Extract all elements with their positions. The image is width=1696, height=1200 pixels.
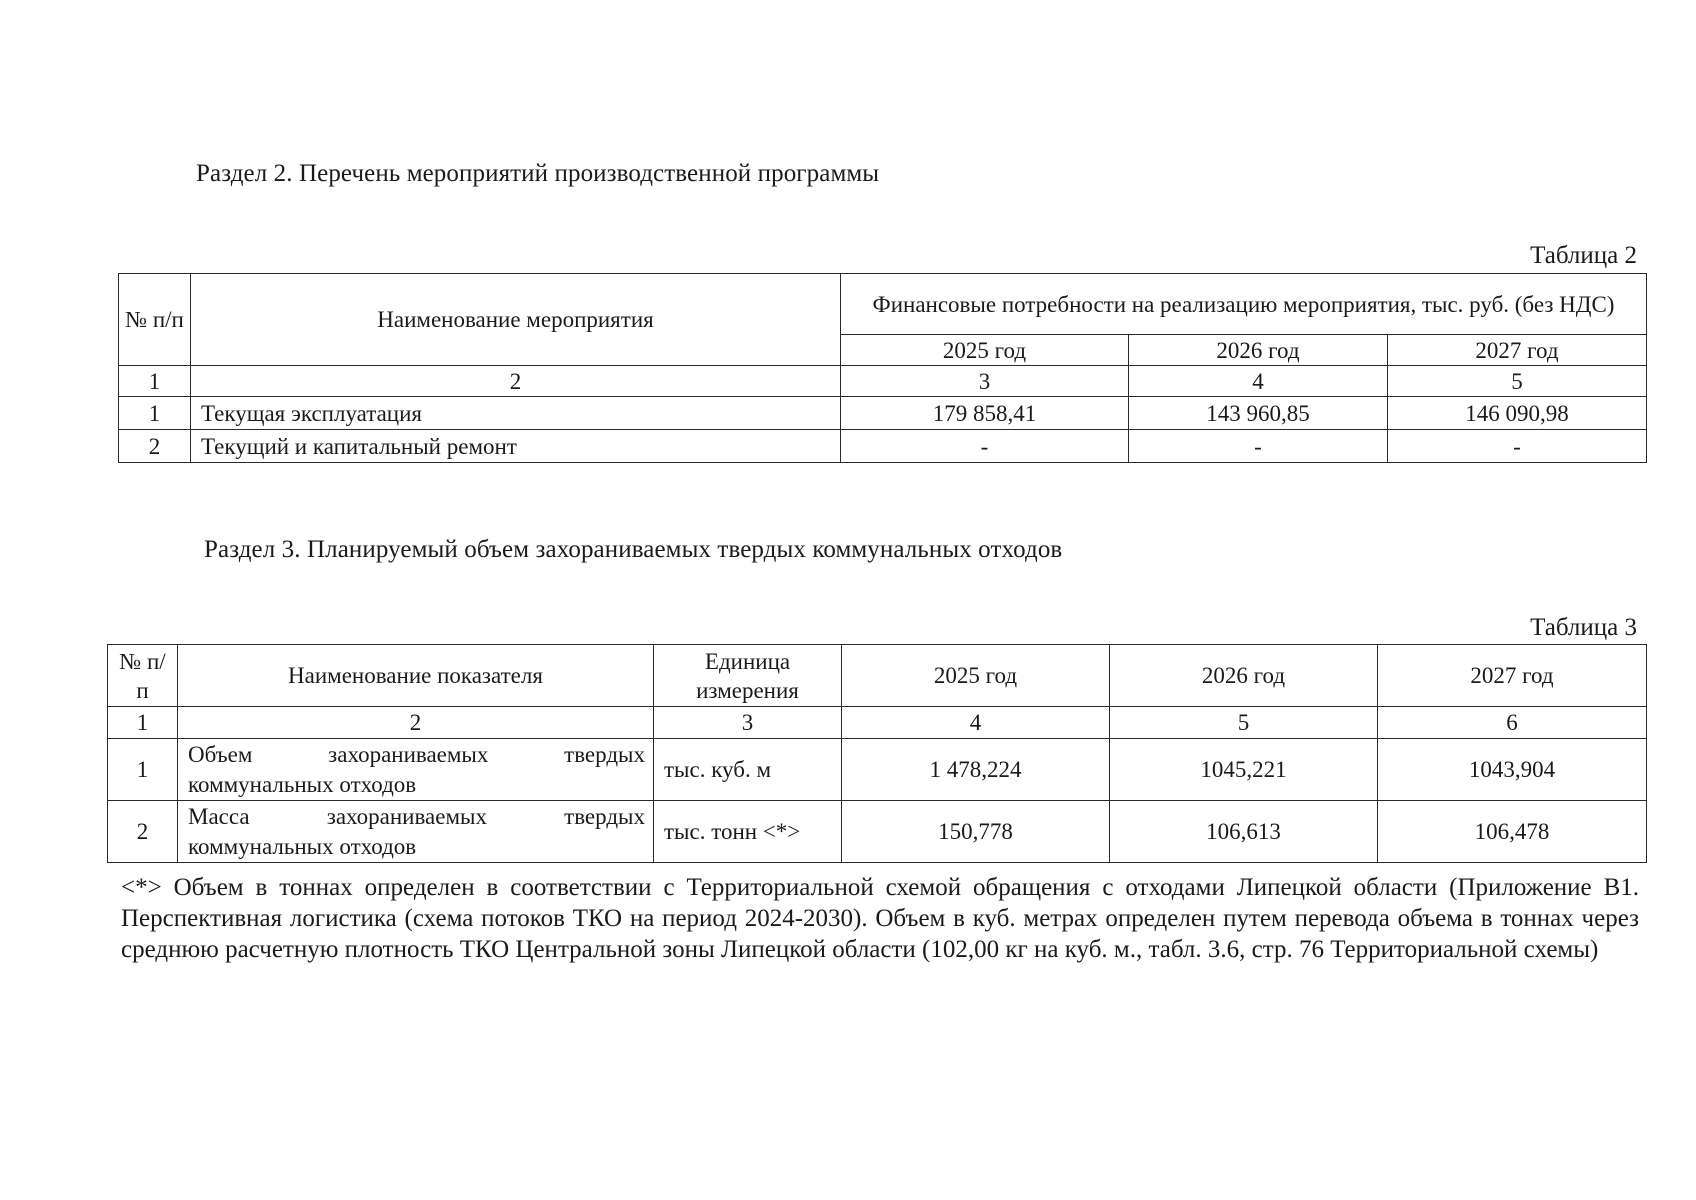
row-value-2026: 143 960,85: [1129, 397, 1388, 430]
table-2-header-name: Наименование мероприятия: [191, 274, 841, 366]
row-value-2027: 1043,904: [1378, 739, 1647, 801]
table-row: [108, 801, 1647, 863]
table-2-year-2025: 2025 год: [841, 335, 1129, 366]
row-value-2026: 1045,221: [1110, 739, 1378, 801]
row-value-2027: -: [1388, 430, 1647, 463]
row-value-2025: 150,778: [842, 801, 1110, 863]
table-3-colnum-5: 5: [1110, 707, 1378, 739]
table-2-year-2027: 2027 год: [1388, 335, 1647, 366]
table-3-header-name: Наименование показателя: [178, 645, 654, 707]
row-name: Текущая эксплуатация: [191, 397, 841, 430]
table-3: [107, 644, 1647, 863]
row-name: Масса захораниваемых твердых коммунальных отходов: [178, 801, 654, 863]
table-row: [119, 430, 1647, 463]
table-2-caption: Таблица 2: [1530, 242, 1637, 269]
section-2-title: Раздел 2. Перечень мероприятий производственной программы: [196, 160, 880, 187]
table-3-year-2026: 2026 год: [1110, 645, 1378, 707]
table-2-colnum-2: 2: [191, 366, 841, 397]
row-unit: тыс. тонн <*>: [654, 801, 842, 863]
table-2-header-num: № п/п: [119, 274, 191, 366]
row-name: Объем захораниваемых твердых коммунальных отходов: [178, 739, 654, 801]
table-3-year-2027: 2027 год: [1378, 645, 1647, 707]
row-value-2025: 179 858,41: [841, 397, 1129, 430]
table-2-colnum-1: 1: [119, 366, 191, 397]
table-2-colnum-4: 4: [1129, 366, 1388, 397]
section-3-title: Раздел 3. Планируемый объем захораниваемых твердых коммунальных отходов: [204, 536, 1063, 563]
table-3-colnum-2: 2: [178, 707, 654, 739]
footnote: <*> Объем в тоннах определен в соответствии с Территориальной схемой обращения с отходами Липецкой области (Приложение В1. Перспективная логистика (схема потоков ТКО на период 2024-2030). Объем в куб. метрах определен путем перевода объема в тоннах через среднюю расчетную плотность ТКО Центральной зоны Липецкой области (102,00 кг на куб. м., табл. 3.6, стр. 76 Территориальной схемы): [121, 874, 1639, 963]
table-3-column-numbers-row: [108, 707, 1647, 739]
row-num: 1: [119, 397, 191, 430]
table-2-header-finance: Финансовые потребности на реализацию мероприятия, тыс. руб. (без НДС): [841, 274, 1647, 335]
row-unit: тыс. куб. м: [654, 739, 842, 801]
table-3-colnum-6: 6: [1378, 707, 1647, 739]
table-3-caption: Таблица 3: [1530, 614, 1637, 641]
row-value-2026: -: [1129, 430, 1388, 463]
table-2-column-numbers-row: [119, 366, 1647, 397]
row-num: 1: [108, 739, 178, 801]
row-value-2027: 146 090,98: [1388, 397, 1647, 430]
table-row: [119, 397, 1647, 430]
row-name: Текущий и капитальный ремонт: [191, 430, 841, 463]
table-3-header-num: № п/п: [108, 645, 178, 707]
table-3-colnum-4: 4: [842, 707, 1110, 739]
row-value-2025: -: [841, 430, 1129, 463]
row-value-2026: 106,613: [1110, 801, 1378, 863]
row-num: 2: [119, 430, 191, 463]
table-2-colnum-3: 3: [841, 366, 1129, 397]
table-2-header-row: [119, 274, 1647, 335]
table-3-colnum-3: 3: [654, 707, 842, 739]
table-2-year-2026: 2026 год: [1129, 335, 1388, 366]
table-3-header-row: [108, 645, 1647, 707]
table-2: [118, 273, 1647, 463]
table-3-year-2025: 2025 год: [842, 645, 1110, 707]
row-num: 2: [108, 801, 178, 863]
table-2-colnum-5: 5: [1388, 366, 1647, 397]
table-3-header-unit: Единица измерения: [654, 645, 842, 707]
table-3-colnum-1: 1: [108, 707, 178, 739]
row-value-2027: 106,478: [1378, 801, 1647, 863]
table-row: [108, 739, 1647, 801]
row-value-2025: 1 478,224: [842, 739, 1110, 801]
